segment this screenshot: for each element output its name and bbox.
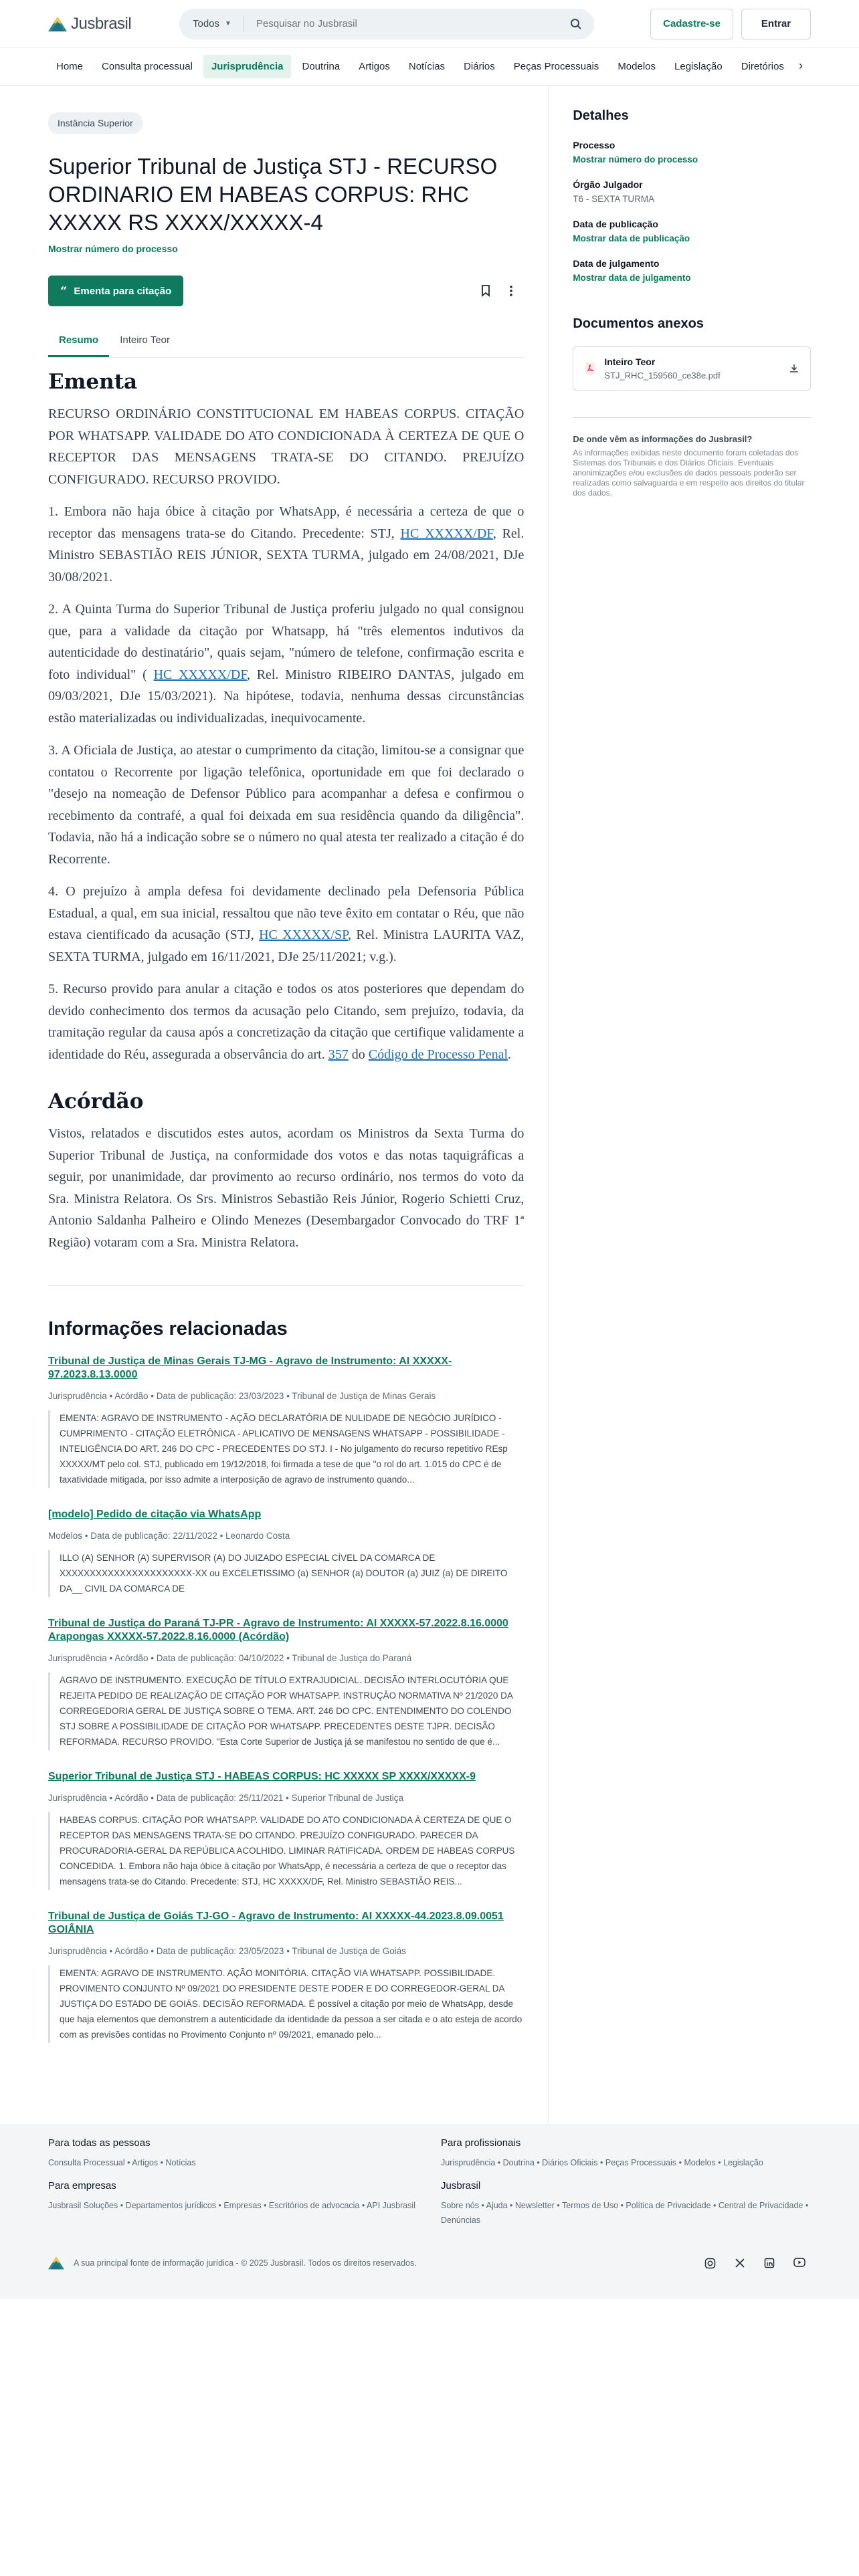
related-item <box>48 1508 524 1597</box>
orgao-label: Órgão Julgador <box>573 179 643 190</box>
document-tabs <box>48 328 524 358</box>
nav-item-home[interactable]: Home <box>56 61 84 72</box>
related-item-meta: Jurisprudência • Acórdão • Data de publicação: 25/11/2021 • Superior Tribunal de Justiça <box>48 1793 404 1803</box>
process-label: Processo <box>573 140 615 150</box>
related-item <box>48 1770 524 1890</box>
precedent-link[interactable]: HC XXXXX/SP <box>259 928 349 942</box>
show-process-link[interactable]: Mostrar número do processo <box>573 154 698 165</box>
nav-item-pecas[interactable]: Peças Processuais <box>513 61 599 72</box>
page-body <box>0 86 859 2167</box>
details-heading: Detalhes <box>573 108 629 123</box>
judgment-date-label: Data de julgamento <box>573 258 660 269</box>
ementa-heading: Ementa <box>48 370 138 394</box>
acordao-heading: Acórdão <box>48 1089 144 1113</box>
instagram-icon[interactable] <box>704 2258 716 2269</box>
nav-item-jurisprudencia[interactable]: Jurisprudência <box>203 55 292 78</box>
nav-item-legislacao[interactable]: Legislação <box>674 61 723 72</box>
logo-icon <box>48 2256 64 2270</box>
nav-items <box>48 55 784 78</box>
related-item-excerpt: AGRAVO DE INSTRUMENTO. EXECUÇÃO DE TÍTULO EXTRAJUDICIAL. DECISÃO INTERLOCUTÓRIA QUE REJEITA PEDIDO DE REALIZAÇÃO DE CITAÇÃO POR WHATSAPP. INSTRUÇÃO NORMATIVA Nº 21/2020 DA CORREGEDORIA GERAL DE JUSTIÇA SOBRE O TEMA. ART. 246 DO CPC. ENTENDIMENTO DO COLENDO STJ SOBRE A POSSIBILIDADE DE CITAÇÃO POR WHATSAPP. PRECEDENTES DESTE TJPR. DECISÃO REFORMADA. RECURSO PROVIDO. "Esta Corte Superior de Justiça já se manifestou no sentido de que é... <box>48 1673 524 1750</box>
search-icon[interactable] <box>570 18 582 30</box>
pdf-icon <box>584 362 596 375</box>
footer-link-list[interactable]: Consulta Processual • Artigos • Notícias <box>48 2158 196 2167</box>
show-process-number-link[interactable]: Mostrar número do processo <box>48 243 178 254</box>
related-item <box>48 1355 524 1488</box>
x-twitter-icon[interactable] <box>735 2258 745 2268</box>
footer-col-people <box>48 2137 423 2170</box>
social-links <box>704 2258 811 2269</box>
source-heading: De onde vêm as informações do Jusbrasil? <box>573 434 753 444</box>
source-text: As informações exibidas neste documento foram coletadas dos Sistemas dos Tribunais e dos Diários Oficiais. Eventuais anonimizações e/ou exclusões de dados pessoais poderão ser realizadas como salvaguarda e em respeito aos direitos do titular dos dados. <box>573 448 805 498</box>
related-item <box>48 1617 524 1750</box>
chevron-down-icon: ▼ <box>225 20 231 27</box>
ementa-paragraph-5: 5. Recurso provido para anular a citação e todos os atos posteriores que dependam do devido conhecimento dos termos da acusação pelo Citando, sem prejuízo, todavia, da tramitação regular da causa após a concretização da citação que certifique validamente a identidade do Réu, assegurada a observância do art. 357 do Código de Processo Penal. <box>48 982 524 1062</box>
related-item-title[interactable]: Tribunal de Justiça do Paraná TJ-PR - Agravo de Instrumento: AI XXXXX-57.2022.8.16.0000 Arapongas XXXXX-57.2022.8.16.0000 (Acórdão) <box>48 1618 508 1642</box>
jusbrasil-logo[interactable] <box>48 15 179 33</box>
related-item-title[interactable]: Superior Tribunal de Justiça STJ - HABEAS CORPUS: HC XXXXX SP XXXX/XXXXX-9 <box>48 1771 476 1782</box>
footer-col-professionals <box>441 2137 816 2170</box>
linkedin-icon[interactable] <box>764 2258 775 2268</box>
nav-item-noticias[interactable]: Notícias <box>408 61 446 72</box>
related-item-title[interactable]: Tribunal de Justiça de Goiás TJ-GO - Agravo de Instrumento: AI XXXXX-44.2023.8.09.0051 GOIÂNIA <box>48 1911 504 1935</box>
search-bar <box>179 9 594 39</box>
ementa-citation-button[interactable] <box>48 276 183 306</box>
main-nav <box>0 48 859 86</box>
footer-col-companies <box>48 2180 423 2213</box>
copyright-text: A sua principal fonte de informação jurídica - © 2025 Jusbrasil. Todos os direitos reservados. <box>74 2258 417 2268</box>
ementa-paragraph-2: 2. A Quinta Turma do Superior Tribunal de Justiça proferiu julgado no qual consignou que, para a validade da citação por Whatsapp, há "três elementos indutivos da autenticidade do destinatário", quais sejam, "número de telefone, confirmação escrita e foto individual" ( HC XXXXX/DF, Rel. Ministro RIBEIRO DANTAS, julgado em 09/03/2021, DJe 15/03/2021). Na hipótese, todavia, nenhuma dessas circunstâncias estão materializadas ou individualizadas, inequivocamente. <box>48 602 524 726</box>
nav-item-doutrina[interactable]: Doutrina <box>302 61 341 72</box>
auth-buttons <box>650 9 811 39</box>
details-sidebar <box>573 86 811 2167</box>
publication-date-label: Data de publicação <box>573 219 658 229</box>
footer-heading: Para empresas <box>48 2180 116 2191</box>
footer-bottom <box>48 2256 811 2270</box>
related-heading: Informações relacionadas <box>48 1318 288 1339</box>
orgao-value: T6 - SEXTA TURMA <box>573 194 655 204</box>
page-title: Superior Tribunal de Justiça STJ - RECURSO ORDINARIO EM HABEAS CORPUS: RHC XXXXX RS XXXX/XXXXX-4 <box>48 154 498 235</box>
related-item <box>48 1910 524 2043</box>
related-item-title[interactable]: [modelo] Pedido de citação via WhatsApp <box>48 1509 262 1520</box>
precedent-link[interactable]: HC XXXXX/DF <box>400 526 493 541</box>
attachment-info <box>604 356 720 381</box>
related-item-meta: Jurisprudência • Acórdão • Data de publicação: 23/05/2023 • Tribunal de Justiça de Goiás <box>48 1946 407 1956</box>
attachment-card[interactable] <box>573 346 811 391</box>
acordao-text: Vistos, relatados e discutidos estes autos, acordam os Ministros da Sexta Turma do Superior Tribunal de Justiça, na conformidade dos votos e das notas taquigráficas a seguir, por unanimidade, dar provimento ao recurso ordinário, nos termos do voto da Sra. Ministra Relatora. Os Srs. Ministros Sebastião Reis Júnior, Rogerio Schietti Cruz, Antonio Saldanha Palheiro e Olindo Menezes (Desembargador Convocado do TRF 1ª Região) votaram com a Sra. Ministra Relatora. <box>48 1126 524 1250</box>
nav-item-consulta[interactable]: Consulta processual <box>102 61 193 72</box>
related-item-excerpt: EMENTA: AGRAVO DE INSTRUMENTO - AÇÃO DECLARATÓRIA DE NULIDADE DE NEGÓCIO JURÍDICO - CUMPRIMENTO - CITAÇÃO ELETRÔNICA - APLICATIVO DE MENSAGENS WHATSAPP - POSSIBILIDADE - INTELIGÊNCIA DO ART. 246 DO CPC - PRECEDENTES DO STJ. I - No julgamento do recurso repetitivo REsp XXXXX/MT pelo col. STJ, publicado em 19/12/2018, foi firmada a tese de que "o rol do art. 1.015 do CPC é de taxatividade mitigada, por isso admite a interposição de agravo de instrumento quando... <box>48 1410 524 1488</box>
ementa-paragraph-3: 3. A Oficiala de Justiça, ao atestar o cumprimento da citação, limitou-se a consignar que contatou o Recorrente por ligação telefônica, oportunidade em que foi declarado o "desejo na nomeação de Defensor Público para acompanhar a defesa e confirmou o recebimento da contrafé, a qual foi deixada em sua residência quando da diligência". Todavia, não há a indicação sobre se o número no qual atesta ter realizado a citação é do Recorrente. <box>48 743 524 867</box>
code-link[interactable]: Código de Processo Penal <box>368 1047 508 1062</box>
document-actions <box>48 276 524 306</box>
tab-inteiro-teor[interactable]: Inteiro Teor <box>120 334 170 346</box>
related-item-excerpt: ILLO (A) SENHOR (A) SUPERVISOR (A) DO JUIZADO ESPECIAL CÍVEL DA COMARCA DE XXXXXXXXXXXXXXXXXXXXXX-XX ou EXCELETISSIMO (a) SENHOR (a) DOUTOR (a) JUIZ (a) DE DIREITO DA__ CIVIL DA COMARCA DE <box>48 1550 524 1597</box>
footer-heading: Jusbrasil <box>441 2180 481 2191</box>
footer-col-jusbrasil <box>441 2180 816 2228</box>
divider <box>573 417 811 418</box>
main-content <box>48 86 524 2167</box>
download-icon[interactable] <box>789 363 799 374</box>
nav-item-artigos[interactable]: Artigos <box>359 61 390 72</box>
related-item-meta: Modelos • Data de publicação: 22/11/2022 • Leonardo Costa <box>48 1531 290 1541</box>
action-icons <box>481 285 524 297</box>
login-button[interactable]: Entrar <box>741 9 811 39</box>
footer-heading: Para profissionais <box>441 2137 521 2149</box>
bookmark-icon[interactable] <box>481 285 490 297</box>
precedent-link[interactable]: HC XXXXX/DF <box>153 667 247 682</box>
footer-link-list[interactable]: Sobre nós • Ajuda • Newsletter • Termos de Uso • Política de Privacidade • Central de Privacidade • Denúncias <box>441 2201 809 2225</box>
related-item-meta: Jurisprudência • Acórdão • Data de publicação: 23/03/2023 • Tribunal de Justiça de Minas Gerais <box>48 1391 436 1401</box>
chevron-right-icon[interactable]: › <box>793 59 803 73</box>
related-item-title[interactable]: Tribunal de Justiça de Minas Gerais TJ-MG - Agravo de Instrumento: AI XXXXX-97.2023.8.13.0000 <box>48 1356 452 1380</box>
nav-item-diretorios[interactable]: Diretórios <box>741 61 784 72</box>
nav-item-modelos[interactable]: Modelos <box>617 61 656 72</box>
signup-button[interactable]: Cadastre-se <box>650 9 733 39</box>
logo-icon <box>48 17 67 31</box>
divider <box>48 1285 524 1286</box>
ementa-paragraph-4: 4. O prejuízo à ampla defesa foi devidamente declinado pela Defensoria Pública Estadual, a qual, em sua inicial, ressaltou que não teve êxito em contatar o Réu, que não estava cientificado da acusação (STJ, HC XXXXX/SP, Rel. Ministra LAURITA VAZ, SEXTA TURMA, julgado em 16/11/2021, DJe 25/11/2021; v.g.). <box>48 884 524 964</box>
related-item-excerpt: EMENTA: AGRAVO DE INSTRUMENTO. AÇÃO MONITÓRIA. CITAÇÃO VIA WHATSAPP. POSSIBILIDADE. PROVIMENTO CONJUNTO Nº 09/2021 DO PRESIDENTE DESTE PODER E DO CORREGEDOR-GERAL DA JUSTIÇA DO ESTADO DE GOIÁS. DECISÃO REFORMADA. É possível a citação por meio de WhatsApp, desde que haja elementos que demonstrem a autenticidade da identidade da pessoa a ser citada e o ato esteja de acordo com as previsões contidas no Provimento Conjunto nº 09/2021, emanado pelo... <box>48 1965 524 2043</box>
page-footer <box>0 2124 859 2299</box>
attachment-filename: STJ_RHC_159560_ce38e.pdf <box>604 370 721 381</box>
tab-resumo[interactable]: Resumo <box>48 328 109 357</box>
related-item-meta: Jurisprudência • Acórdão • Data de publicação: 04/10/2022 • Tribunal de Justiça do Paraná <box>48 1653 412 1663</box>
ementa-summary: RECURSO ORDINÁRIO CONSTITUCIONAL EM HABEAS CORPUS. CITAÇÃO POR WHATSAPP. VALIDADE DO ATO CONDICIONADA À CERTEZA DE QUE O RECEPTOR DAS MENSAGENS TRATA-SE DO CITANDO. PREJUÍZO CONFIGURADO. RECURSO PROVIDO. <box>48 407 524 487</box>
footer-link-list[interactable]: Jusbrasil Soluções • Departamentos jurídicos • Empresas • Escritórios de advocacia • API Jusbrasil <box>48 2201 415 2210</box>
quote-icon: “ <box>60 284 68 298</box>
ementa-citation-label: Ementa para citação <box>74 285 172 297</box>
footer-link-list[interactable]: Jurisprudência • Doutrina • Diários Oficiais • Peças Processuais • Modelos • Legislação <box>441 2158 763 2167</box>
related-item-excerpt: HABEAS CORPUS. CITAÇÃO POR WHATSAPP. VALIDADE DO ATO CONDICIONADA À CERTEZA DE QUE O RECEPTOR DAS MENSAGENS TRATA-SE DO CITANDO. PREJUÍZO CONFIGURADO. PARECER DA PROCURADORIA-GERAL DA REPÚBLICA ACOLHIDO. LIMINAR RATIFICADA. ORDEM DE HABEAS CORPUS CONCEDIDA. 1. Embora não haja óbice à citação por WhatsApp, é necessária a certeza de que o receptor das mensagens trata-se do Citando. Precedente: STJ, HC XXXXX/DF, Rel. Ministro SEBASTIÃO REIS... <box>48 1812 524 1890</box>
ementa-paragraph-1: 1. Embora não haja óbice à citação por WhatsApp, é necessária a certeza de que o receptor das mensagens trata-se do Citando. Precedente: STJ, HC XXXXX/DF, Rel. Ministro SEBASTIÃO REIS JÚNIOR, SEXTA TURMA, julgado em 24/08/2021, DJe 30/08/2021. <box>48 504 524 584</box>
search-input[interactable] <box>244 18 570 29</box>
column-divider <box>548 86 549 2167</box>
logo-text: Jusbrasil <box>71 14 132 33</box>
attachment-name: Inteiro Teor <box>604 356 656 367</box>
nav-item-diarios[interactable]: Diários <box>464 61 495 72</box>
search-scope-select[interactable] <box>193 16 244 32</box>
footer-heading: Para todas as pessoas <box>48 2137 151 2149</box>
attachments-heading: Documentos anexos <box>573 316 704 331</box>
top-header <box>0 0 859 48</box>
youtube-icon[interactable] <box>793 2258 805 2267</box>
instance-badge: Instância Superior <box>48 112 142 134</box>
search-scope-label: Todos <box>193 18 220 29</box>
article-link[interactable]: 357 <box>328 1047 349 1062</box>
show-publication-date-link[interactable]: Mostrar data de publicação <box>573 233 690 243</box>
show-judgment-date-link[interactable]: Mostrar data de julgamento <box>573 273 691 283</box>
more-options-icon[interactable] <box>509 285 513 297</box>
